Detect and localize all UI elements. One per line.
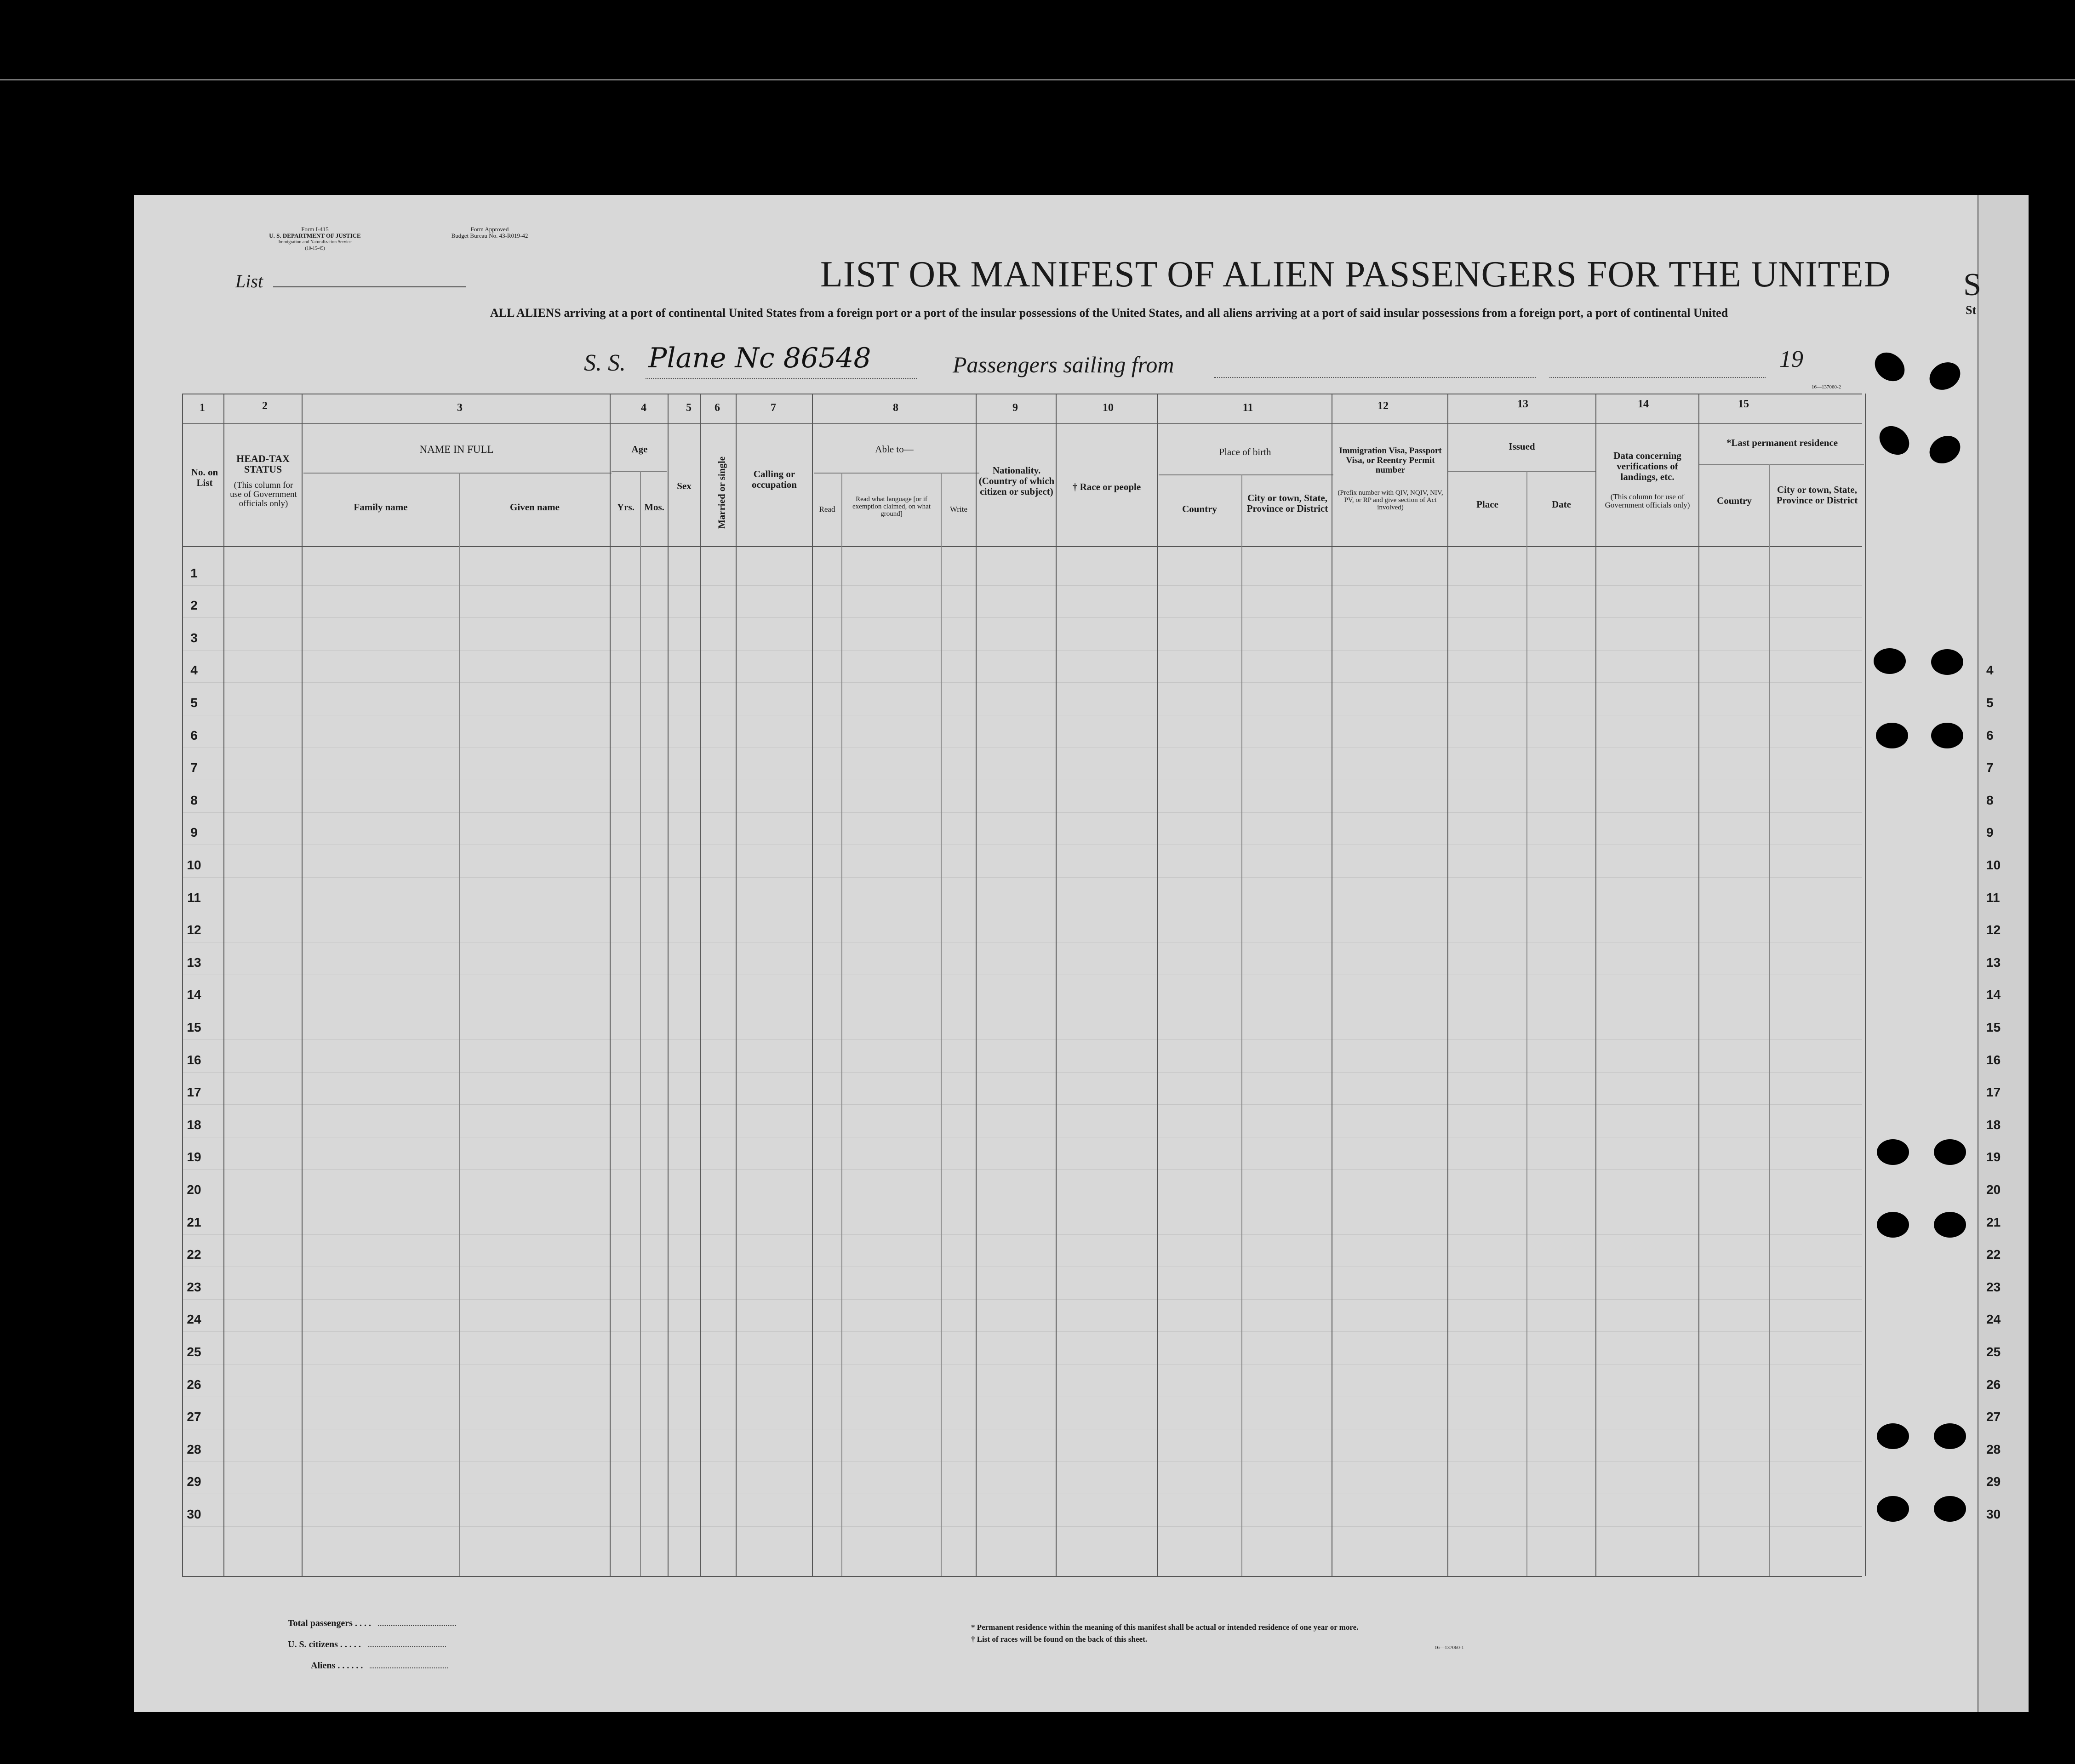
row-number: 5 [190, 696, 198, 710]
row-number: 13 [187, 955, 201, 970]
col-landing-data: Data concerning verifications of landings, etc. [1613, 450, 1681, 482]
right-row-number: 26 [1986, 1377, 2001, 1392]
right-row-number: 24 [1986, 1312, 2001, 1326]
manifest-title: LIST OR MANIFEST OF ALIEN PASSENGERS FOR THE UNITED [820, 254, 1891, 295]
right-row-number: 27 [1986, 1410, 2001, 1424]
vline-13 [1595, 394, 1596, 1576]
row-number: 19 [187, 1150, 201, 1164]
row-number: 14 [187, 988, 201, 1002]
sheet-code: 16—137060-2 [1812, 384, 1841, 390]
col-issued: Issued [1509, 441, 1535, 452]
total-passengers-blank [378, 1625, 456, 1626]
table-row [182, 1104, 1862, 1105]
col-age-yrs: Yrs. [617, 502, 635, 513]
table-row [182, 877, 1862, 878]
vline-15a [1769, 464, 1770, 1576]
row-number: 23 [187, 1280, 201, 1294]
row-number: 15 [187, 1020, 201, 1034]
row-number: 16 [187, 1053, 201, 1067]
col-head-tax-status: HEAD-TAX STATUS [236, 453, 290, 475]
vline-2 [302, 394, 303, 1576]
right-row-number: 5 [1986, 696, 1994, 710]
colnum-3: 3 [457, 402, 463, 414]
sailing-from-label: Passengers sailing from [953, 352, 1174, 377]
form-number: Form I-415 [301, 226, 329, 233]
table-row [182, 617, 1862, 618]
form-info [234, 226, 395, 252]
row-number: 2 [190, 598, 198, 612]
right-row-number: 8 [1986, 793, 1994, 807]
footnote-code: 16—137060-1 [1435, 1645, 1464, 1650]
col-last-residence: *Last permanent residence [1726, 437, 1838, 448]
right-row-number: 11 [1986, 891, 2000, 905]
col-nationality: Nationality. (Country of which citizen or subject) [978, 465, 1055, 497]
row-number: 18 [187, 1118, 201, 1132]
right-row-number: 18 [1986, 1118, 2001, 1132]
manifest-subtitle: ALL ALIENS arriving at a port of continental United States from a foreign port or a port of the insular possessions of the United States, and all aliens arriving at a port of said insular possessions from a foreign port, a port of continental United [490, 306, 1728, 320]
birth-subdivider [1159, 474, 1333, 475]
right-row-number: 23 [1986, 1280, 2001, 1294]
row-number: 29 [187, 1474, 201, 1489]
col-residence-city: City or town, State, Province or District [1776, 484, 1858, 506]
colnum-divider [182, 423, 1862, 424]
col-able-language: Read what language [or if exemption claimed, on what ground] [852, 496, 931, 518]
vline-8b [941, 473, 942, 1576]
vline-7 [812, 394, 813, 1576]
right-row-number: 16 [1986, 1053, 2001, 1067]
total-passengers: Total passengers . . . . [288, 1618, 456, 1629]
right-row-number: 22 [1986, 1247, 2001, 1262]
row-number: 26 [187, 1377, 201, 1392]
punch-hole [1934, 1423, 1966, 1449]
table-row [182, 682, 1862, 683]
vline-14 [1698, 394, 1699, 1576]
right-row-number: 12 [1986, 923, 2001, 937]
col-able-read: Read [819, 505, 835, 514]
col-able-write: Write [949, 505, 968, 514]
vline-10 [1157, 394, 1158, 1576]
row-number: 20 [187, 1182, 201, 1197]
col-birth-country: Country [1182, 503, 1217, 514]
colnum-12: 12 [1378, 400, 1389, 412]
sailing-from-blank [1214, 377, 1536, 378]
right-row-number: 6 [1986, 728, 1994, 742]
col-visa: Immigration Visa, Passport Visa, or Reentry Permit number [1339, 446, 1442, 475]
punch-hole [1876, 723, 1908, 748]
col-married-single: Married or single [716, 456, 727, 529]
table-bottom-border [182, 1576, 1862, 1577]
right-row-number: 19 [1986, 1150, 2001, 1164]
scanner-edge-line [0, 79, 2075, 80]
col-given-name: Given name [510, 502, 560, 513]
manifest-sheet [134, 195, 2027, 1712]
row-number: 9 [190, 825, 198, 839]
list-blank [273, 286, 466, 287]
row-number: 4 [190, 663, 198, 677]
col-able-to: Able to— [875, 444, 914, 455]
col-calling-occupation: Calling or occupation [751, 468, 797, 490]
punch-hole [1934, 1496, 1966, 1522]
form-service: Immigration and Naturalization Service [278, 240, 352, 245]
colnum-5: 5 [686, 402, 692, 414]
colnum-4: 4 [641, 402, 646, 414]
punch-hole [1874, 648, 1906, 674]
vline-3a [459, 473, 460, 1576]
right-row-number: 9 [1986, 825, 1994, 839]
col-family-name: Family name [354, 502, 408, 513]
age-subdivider [612, 471, 667, 472]
col-issued-date: Date [1552, 499, 1571, 510]
right-row-number: 20 [1986, 1182, 2001, 1197]
col-birth-city: City or town, State, Province or District [1246, 492, 1328, 514]
aliens-total: Aliens . . . . . . [311, 1661, 448, 1671]
right-row-number: 14 [1986, 988, 2001, 1002]
col-landing-note: (This column for use of Government officials only) [1605, 492, 1690, 509]
vline-4a [640, 471, 641, 1576]
punch-hole [1931, 723, 1963, 748]
colnum-10: 10 [1103, 402, 1114, 414]
colnum-2: 2 [262, 400, 268, 412]
right-row-number: 4 [1986, 663, 1994, 677]
punch-hole [1877, 1423, 1909, 1449]
row-number: 17 [187, 1085, 201, 1099]
right-row-number: 29 [1986, 1474, 2001, 1489]
residence-subdivider [1698, 464, 1864, 465]
year-prefix: 19 [1779, 346, 1803, 372]
table-row [182, 1072, 1862, 1073]
table-row [182, 812, 1862, 813]
row-number: 22 [187, 1247, 201, 1262]
table-row [182, 650, 1862, 651]
edge-fragment-s: S [1963, 267, 1981, 303]
table-row [182, 1299, 1862, 1300]
row-number: 24 [187, 1312, 201, 1326]
row-number: 8 [190, 793, 198, 807]
punch-hole [1877, 1212, 1909, 1238]
row-number: 11 [187, 891, 201, 905]
row-number: 21 [187, 1215, 201, 1229]
row-number: 27 [187, 1410, 201, 1424]
vessel-name-handwritten: Plane Nc 86548 [648, 342, 871, 374]
issued-subdivider [1448, 471, 1595, 472]
col-residence-country: Country [1717, 495, 1752, 506]
table-row [182, 1234, 1862, 1235]
punch-hole [1934, 1212, 1966, 1238]
colnum-6: 6 [715, 402, 720, 414]
form-approval [414, 226, 566, 239]
edge-fragment-st: St [1966, 303, 1977, 317]
colnum-11: 11 [1242, 402, 1253, 414]
col-name-in-full: NAME IN FULL [419, 444, 494, 455]
vline-13a [1526, 471, 1527, 1576]
vline-1 [223, 394, 224, 1576]
punch-hole [1877, 1139, 1909, 1165]
able-subdivider [814, 473, 979, 474]
form-department: U. S. DEPARTMENT OF JUSTICE [269, 232, 361, 239]
row-number: 3 [190, 631, 198, 645]
vline-15 [1865, 394, 1866, 1576]
form-budget: Budget Bureau No. 43-R019-42 [451, 232, 528, 239]
vline-5 [700, 394, 701, 1576]
col-visa-note: (Prefix number with QIV, NQIV, NIV, PV, or RP and give section of Act involved) [1338, 489, 1443, 511]
row-number: 6 [190, 728, 198, 742]
colnum-1: 1 [200, 402, 205, 414]
right-row-number: 28 [1986, 1442, 2001, 1456]
right-row-number: 7 [1986, 760, 1994, 775]
table-row [182, 1331, 1862, 1332]
us-citizens-blank [368, 1646, 446, 1647]
col-head-tax-note: (This column for use of Government officials only) [230, 480, 297, 508]
right-row-number: 21 [1986, 1215, 2001, 1229]
vline-11a [1241, 474, 1242, 1576]
right-row-number: 17 [1986, 1085, 2001, 1099]
row-number: 30 [187, 1507, 201, 1521]
form-date-code: (10-15-45) [305, 246, 325, 251]
vline-4 [668, 394, 669, 1576]
sailing-date-blank [1549, 377, 1766, 378]
vessel-blank [646, 378, 917, 379]
footnote-races: † List of races will be found on the back of this sheet. [971, 1635, 1147, 1644]
table-row [182, 585, 1862, 586]
right-row-number: 15 [1986, 1020, 2001, 1034]
us-citizens: U. S. citizens . . . . . [288, 1639, 446, 1650]
vline-9 [1056, 394, 1057, 1576]
vline-6 [736, 394, 737, 1576]
col-issued-place: Place [1476, 499, 1498, 510]
form-approved: Form Approved [470, 226, 509, 233]
vline-8 [976, 394, 977, 1576]
row-number: 12 [187, 923, 201, 937]
col-sex: Sex [677, 480, 692, 491]
right-row-number: 25 [1986, 1345, 2001, 1359]
footnote-permanent-residence: * Permanent residence within the meaning of this manifest shall be actual or intended residence of one year or more. [971, 1623, 1359, 1632]
row-number: 28 [187, 1442, 201, 1456]
header-bottom-border [182, 546, 1862, 547]
vline-8a [841, 473, 842, 1576]
col-no-on-list: No. on List [191, 467, 218, 488]
colnum-9: 9 [1012, 402, 1018, 414]
row-number: 10 [187, 858, 201, 872]
row-number: 1 [190, 566, 198, 580]
table-row [182, 1526, 1862, 1527]
col-place-of-birth: Place of birth [1219, 446, 1271, 457]
right-row-number: 10 [1986, 858, 2001, 872]
right-row-number: 30 [1986, 1507, 2001, 1521]
punch-hole [1934, 1139, 1966, 1165]
punch-hole [1931, 649, 1963, 675]
colnum-8: 8 [893, 402, 898, 414]
table-row [182, 1461, 1862, 1462]
right-row-number: 13 [1986, 955, 2001, 970]
table-row [182, 1039, 1862, 1040]
col-age: Age [631, 444, 648, 455]
table-row [182, 1169, 1862, 1170]
list-label: List [235, 270, 466, 292]
col-race-people: † Race or people [1072, 481, 1141, 492]
row-number: 7 [190, 760, 198, 775]
vline-3 [610, 394, 611, 1576]
colnum-13: 13 [1517, 398, 1528, 410]
ss-label: S. S. [584, 350, 626, 376]
colnum-15: 15 [1738, 398, 1749, 410]
name-subdivider [303, 473, 612, 474]
colnum-14: 14 [1638, 398, 1649, 410]
col-age-mos: Mos. [644, 502, 664, 513]
aliens-blank [370, 1667, 448, 1668]
colnum-7: 7 [771, 402, 776, 414]
row-number: 25 [187, 1345, 201, 1359]
vline-12 [1447, 394, 1448, 1576]
punch-hole [1877, 1496, 1909, 1522]
